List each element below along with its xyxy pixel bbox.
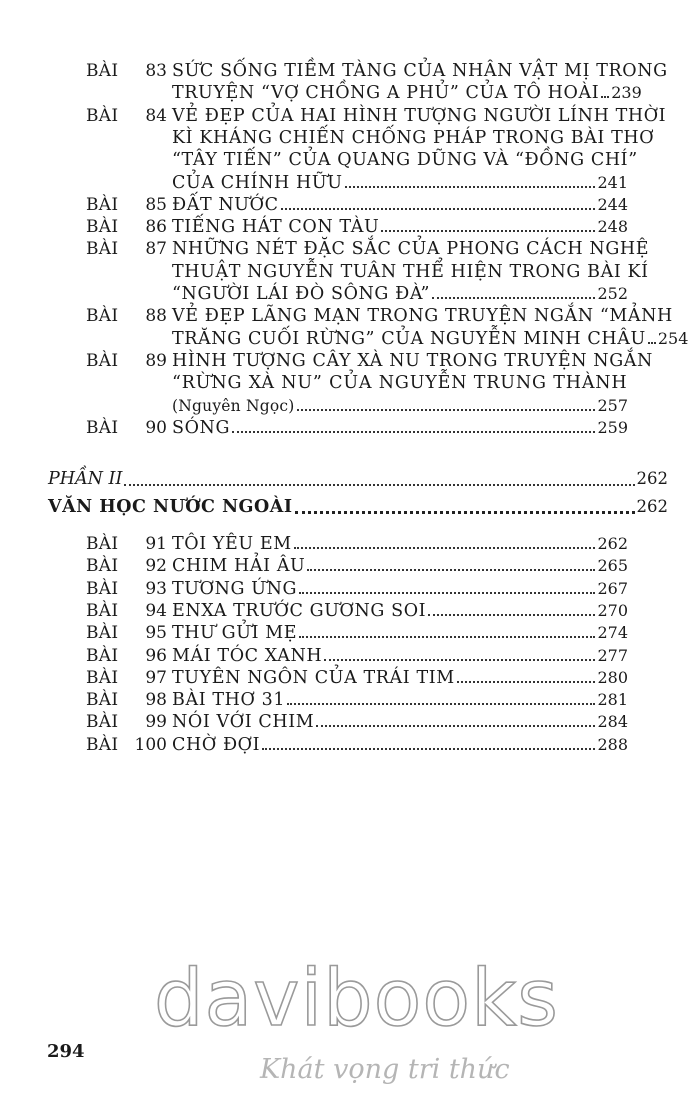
entry-number: 99 [145, 712, 167, 733]
entry-title: THUẬT NGUYỄN TUÂN THỂ HIỆN TRONG BÀI KÍ [172, 261, 649, 282]
entry-text-row [172, 82, 642, 104]
entry-title: KÌ KHÁNG CHIẾN CHỐNG PHÁP TRONG BÀI THƠ [172, 127, 655, 148]
toc-line [0, 328, 700, 350]
part-page: 262 [636, 469, 668, 488]
entry-page: 274 [597, 623, 628, 643]
entry-label: BÀI [86, 712, 119, 733]
dot-leader [316, 724, 595, 727]
entry-text-row [172, 622, 628, 644]
toc-line [0, 555, 700, 577]
entry-text-row [172, 555, 628, 577]
dot-leader [299, 635, 595, 638]
entry-text-row [172, 328, 689, 350]
toc-line [0, 82, 700, 104]
entry-text-row [172, 283, 628, 305]
watermark-logo [150, 960, 570, 1090]
dot-leader [648, 341, 656, 344]
entry-title: HÌNH TƯỢNG CÂY XÀ NU TRONG TRUYỆN NGẮN [172, 350, 653, 371]
dot-leader [601, 95, 609, 98]
dot-leader [281, 207, 596, 210]
toc-line [0, 60, 700, 82]
dot-leader [428, 613, 595, 616]
toc-line [0, 417, 700, 439]
entry-page: 244 [597, 194, 628, 214]
toc-line [0, 578, 700, 600]
entry-number: 96 [145, 645, 167, 666]
entry-text-row [172, 194, 628, 216]
entry-page: 280 [597, 667, 628, 687]
entry-title: BÀI THƠ 31 [172, 690, 286, 711]
entry-label: BÀI [86, 105, 119, 126]
entry-label: BÀI [86, 61, 119, 81]
entry-title: ENXA TRƯỚC GƯƠNG SOI [172, 600, 427, 621]
entry-title: TRUYỆN “VỢ CHỒNG A PHỦ” CỦA TÔ HOÀI [172, 83, 600, 104]
dot-leader [307, 568, 595, 571]
dot-leader [299, 591, 595, 594]
entry-page: 288 [597, 734, 628, 754]
entry-label: BÀI [86, 734, 119, 755]
entry-text-row [172, 305, 673, 327]
entry-text-row [172, 105, 667, 127]
toc-line [0, 622, 700, 644]
entry-number: 100 [134, 734, 167, 755]
entry-text-row [172, 127, 655, 149]
entry-label: BÀI [86, 645, 119, 666]
entry-label: BÀI [86, 417, 119, 438]
entry-number: 95 [145, 623, 167, 644]
entry-number: 85 [145, 194, 167, 215]
entry-page: 241 [597, 172, 628, 192]
entry-text-row [172, 600, 628, 622]
entry-page: 248 [597, 217, 628, 237]
entry-text-row [172, 350, 653, 372]
dot-leader [432, 296, 595, 299]
entry-title: CHIM HẢI ÂU [172, 556, 306, 577]
toc-line [0, 600, 700, 622]
entry-label: BÀI [86, 556, 119, 577]
section-page: 262 [636, 497, 668, 516]
dot-leader [324, 658, 595, 661]
entry-page: 259 [597, 417, 628, 437]
entry-title: “NGƯỜI LÁI ĐÒ SÔNG ĐÀ” [172, 284, 431, 304]
entry-page: 284 [597, 712, 628, 732]
entry-text-row [172, 172, 628, 194]
toc-line [0, 127, 700, 149]
entry-text-row [172, 395, 628, 417]
entry-title: CHỜ ĐỢI [172, 734, 261, 755]
entry-title: TUYÊN NGÔN CỦA TRÁI TIM [172, 667, 455, 688]
entry-title: TIẾNG HÁT CON TÀU [172, 217, 380, 238]
dot-leader [381, 229, 595, 232]
entry-title: TÔI YÊU EM [172, 534, 292, 554]
entry-number: 93 [145, 578, 167, 599]
entry-title: (Nguyên Ngọc) [172, 396, 295, 415]
entry-text-row [172, 645, 628, 667]
dot-leader [294, 546, 596, 549]
entry-title: SÓNG [172, 417, 231, 438]
entry-label: BÀI [86, 194, 119, 215]
entry-title: “RỪNG XÀ NU” CỦA NGUYỄN TRUNG THÀNH [172, 373, 628, 394]
toc-line [0, 734, 700, 756]
entry-title: TƯƠNG ỨNG [172, 578, 298, 599]
entry-page: 252 [597, 284, 628, 303]
watermark-brand: davibooks [154, 960, 559, 1044]
dot-leader [297, 408, 596, 411]
entry-text-row [172, 533, 628, 555]
entry-title: VẺ ĐẸP CỦA HAI HÌNH TƯỢNG NGƯỜI LÍNH THỜI [172, 105, 667, 126]
entry-number: 86 [145, 217, 167, 238]
toc-line [0, 645, 700, 667]
entry-label: BÀI [86, 306, 119, 327]
entry-number: 97 [145, 667, 167, 688]
toc-line [0, 533, 700, 555]
entry-text-row [172, 417, 628, 439]
toc-line [0, 105, 700, 127]
entry-title: “TÂY TIẾN” CỦA QUANG DŨNG VÀ “ĐỒNG CHÍ” [172, 150, 638, 171]
entry-text-row [172, 578, 628, 600]
entry-text-row [172, 238, 650, 260]
entry-label: BÀI [86, 623, 119, 644]
toc-line [0, 172, 700, 194]
entry-title: NÓI VỚI CHIM [172, 712, 315, 733]
section-title: VĂN HỌC NƯỚC NGOÀI [48, 497, 293, 517]
entry-page: 277 [597, 645, 628, 665]
entry-label: BÀI [86, 690, 119, 711]
entry-text-row [172, 261, 649, 283]
entry-number: 88 [145, 306, 167, 327]
entry-number: 83 [145, 61, 167, 81]
dot-leader [295, 510, 635, 514]
entry-label: BÀI [86, 578, 119, 599]
section-heading [48, 496, 668, 520]
toc-line [0, 261, 700, 283]
entry-number: 90 [145, 417, 167, 438]
entry-text-row [172, 734, 628, 756]
toc-line [0, 149, 700, 171]
entry-text-row [172, 689, 628, 711]
entry-title: SỨC SỐNG TIỀM TÀNG CỦA NHÂN VẬT MỊ TRONG [172, 61, 668, 81]
entry-title: THƯ GỬI MẸ [172, 623, 298, 644]
entry-text-row [172, 711, 628, 733]
entry-text-row [172, 667, 628, 689]
toc-line [0, 689, 700, 711]
entry-number: 84 [145, 105, 167, 126]
part-title: PHẦN II [48, 469, 123, 489]
part-heading [48, 468, 668, 492]
toc-line [0, 283, 700, 305]
entry-title: ĐẤT NƯỚC [172, 194, 279, 215]
entry-number: 87 [145, 239, 167, 260]
page-number: 294 [47, 1041, 85, 1062]
toc-line [0, 395, 700, 417]
entry-text-row [172, 372, 628, 394]
entry-page: 265 [597, 556, 628, 576]
dot-leader [345, 185, 596, 188]
entry-label: BÀI [86, 239, 119, 260]
toc-line [0, 194, 700, 216]
entry-title: CỦA CHÍNH HỮU [172, 172, 343, 193]
toc-line [0, 711, 700, 733]
entry-page: 281 [597, 690, 628, 710]
entry-label: BÀI [86, 600, 119, 621]
entry-label: BÀI [86, 534, 119, 554]
entry-number: 89 [145, 350, 167, 371]
entry-number: 92 [145, 556, 167, 577]
entry-label: BÀI [86, 667, 119, 688]
toc-line [0, 372, 700, 394]
dot-leader [287, 702, 595, 705]
entry-text-row [172, 216, 628, 238]
watermark-tagline: Khát vọng tri thức [260, 1054, 510, 1085]
entry-page: 262 [597, 534, 628, 553]
entry-title: TRĂNG CUỐI RỪNG” CỦA NGUYỄN MINH CHÂU [172, 328, 646, 349]
toc-line [0, 350, 700, 372]
entry-title: VẺ ĐẸP LÃNG MẠN TRONG TRUYỆN NGẮN “MẢNH [172, 306, 673, 327]
entry-text-row [172, 149, 638, 171]
toc-line [0, 238, 700, 260]
entry-number: 91 [145, 534, 167, 554]
entry-page: 257 [597, 395, 628, 415]
entry-number: 98 [145, 690, 167, 711]
entry-page: 254 [657, 328, 689, 348]
entry-title: MÁI TÓC XANH [172, 645, 323, 666]
entry-title: NHỮNG NÉT ĐẶC SẮC CỦA PHONG CÁCH NGHỆ [172, 239, 650, 260]
dot-leader [124, 483, 634, 486]
entry-number: 94 [145, 600, 167, 621]
entry-label: BÀI [86, 350, 119, 371]
dot-leader [262, 747, 595, 750]
toc-line [0, 216, 700, 238]
toc-line [0, 667, 700, 689]
entry-label: BÀI [86, 217, 119, 238]
entry-page: 267 [597, 578, 628, 598]
dot-leader [232, 430, 595, 433]
dot-leader [457, 680, 596, 683]
entry-page: 239 [611, 83, 642, 103]
entry-page: 270 [597, 600, 628, 620]
toc-line [0, 305, 700, 327]
entry-text-row [172, 60, 668, 82]
